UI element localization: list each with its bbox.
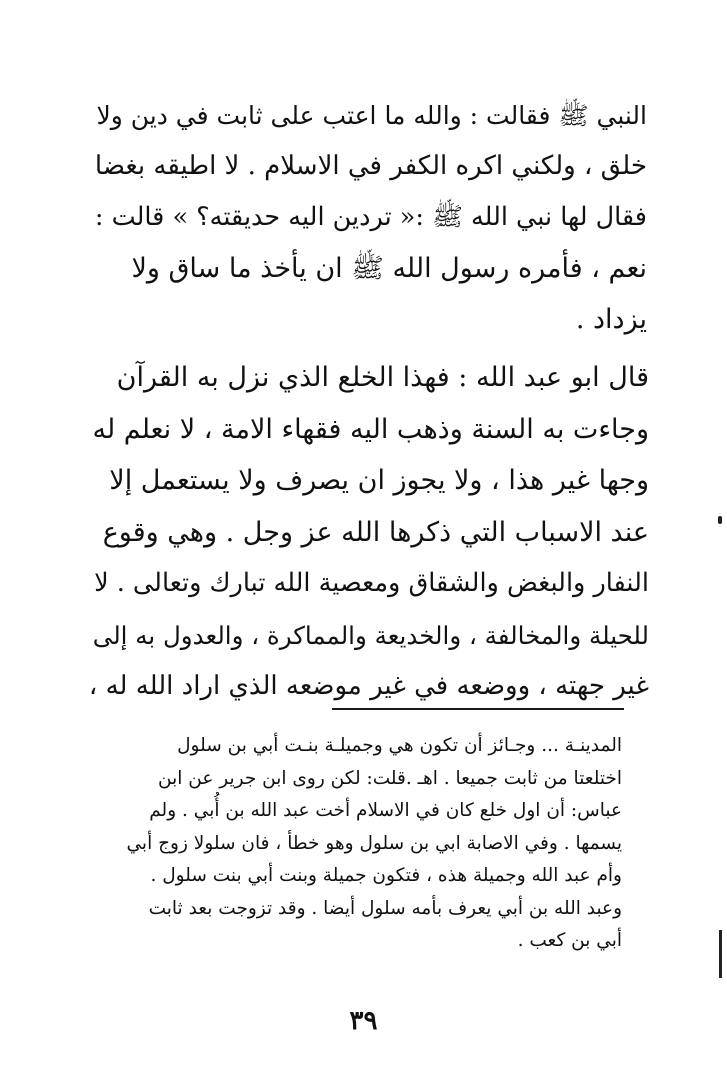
text-line: قال ابو عبد الله : فهذا الخلع الذي نزل به القرآن	[116, 362, 649, 393]
text-line: للحيلة والمخالفة ، والخديعة والمماكرة ، والعدول به إلى	[92, 620, 649, 650]
text-line: عند الاسباب التي ذكرها الله عز وجل . وهي وقوع	[102, 516, 649, 548]
footnote	[100, 730, 622, 958]
page-number: ٣٩	[349, 1006, 378, 1036]
footnote-line: اختلعتا من ثابت جميعا . اهـ .قلت: لكن روى ابن جرير عن ابن	[158, 767, 622, 789]
text-line: النبي ﷺ فقالت : والله ما اعتب على ثابت في دين ولا	[96, 101, 647, 130]
text-line: وجها غير هذا ، ولا يجوز ان يصرف ولا يستعمل إلا	[109, 465, 649, 496]
footnote-line: المدينـة ... وجـائز أن تكون هي وجميلـة بنـت أبي بن سلول	[177, 735, 622, 756]
text-line: يزداد .	[575, 304, 647, 335]
main-paragraph-1	[88, 90, 647, 345]
footnote-line: يسمها . وفي الاصابة ابي بن سلول وهو خطأ ، فان سلولا زوج أبي	[126, 832, 622, 854]
text-line: خلق ، ولكني اكره الكفر في الاسلام . لا اطيقه بغضا	[94, 151, 647, 181]
text-line: النفار والبغض والشقاق ومعصية الله تبارك وتعالى . لا	[94, 568, 649, 598]
text-line: نعم ، فأمره رسول الله ﷺ ان يأخذ ما ساق ولا	[131, 253, 647, 284]
footnote-line: وأم عبد الله وجميلة هذه ، فتكون جميلة وبنت أبي بنت سلول .	[150, 865, 622, 886]
footnote-line: أبي بن كعب .	[517, 930, 622, 951]
main-paragraph-2	[88, 352, 649, 713]
footnote-divider	[332, 708, 624, 710]
scan-edge-mark	[718, 516, 722, 524]
scan-edge-mark	[719, 930, 722, 978]
text-line: غير جهته ، ووضعه في غير موضعه الذي اراد الله له ،	[88, 671, 649, 701]
footnote-line: عباس: أن اول خلع كان في الاسلام أخت عبد الله بن أُبي . ولم	[149, 800, 622, 821]
text-line: فقال لها نبي الله ﷺ :« تردين اليه حديقته؟ » قالت :	[94, 202, 647, 232]
footnote-line: وعبد الله بن أبي يعرف بأمه سلول أيضا . وقد تزوجت بعد ثابت	[148, 897, 622, 919]
text-line: وجاءت به السنة وذهب اليه فقهاء الامة ، لا نعلم له	[92, 413, 649, 445]
